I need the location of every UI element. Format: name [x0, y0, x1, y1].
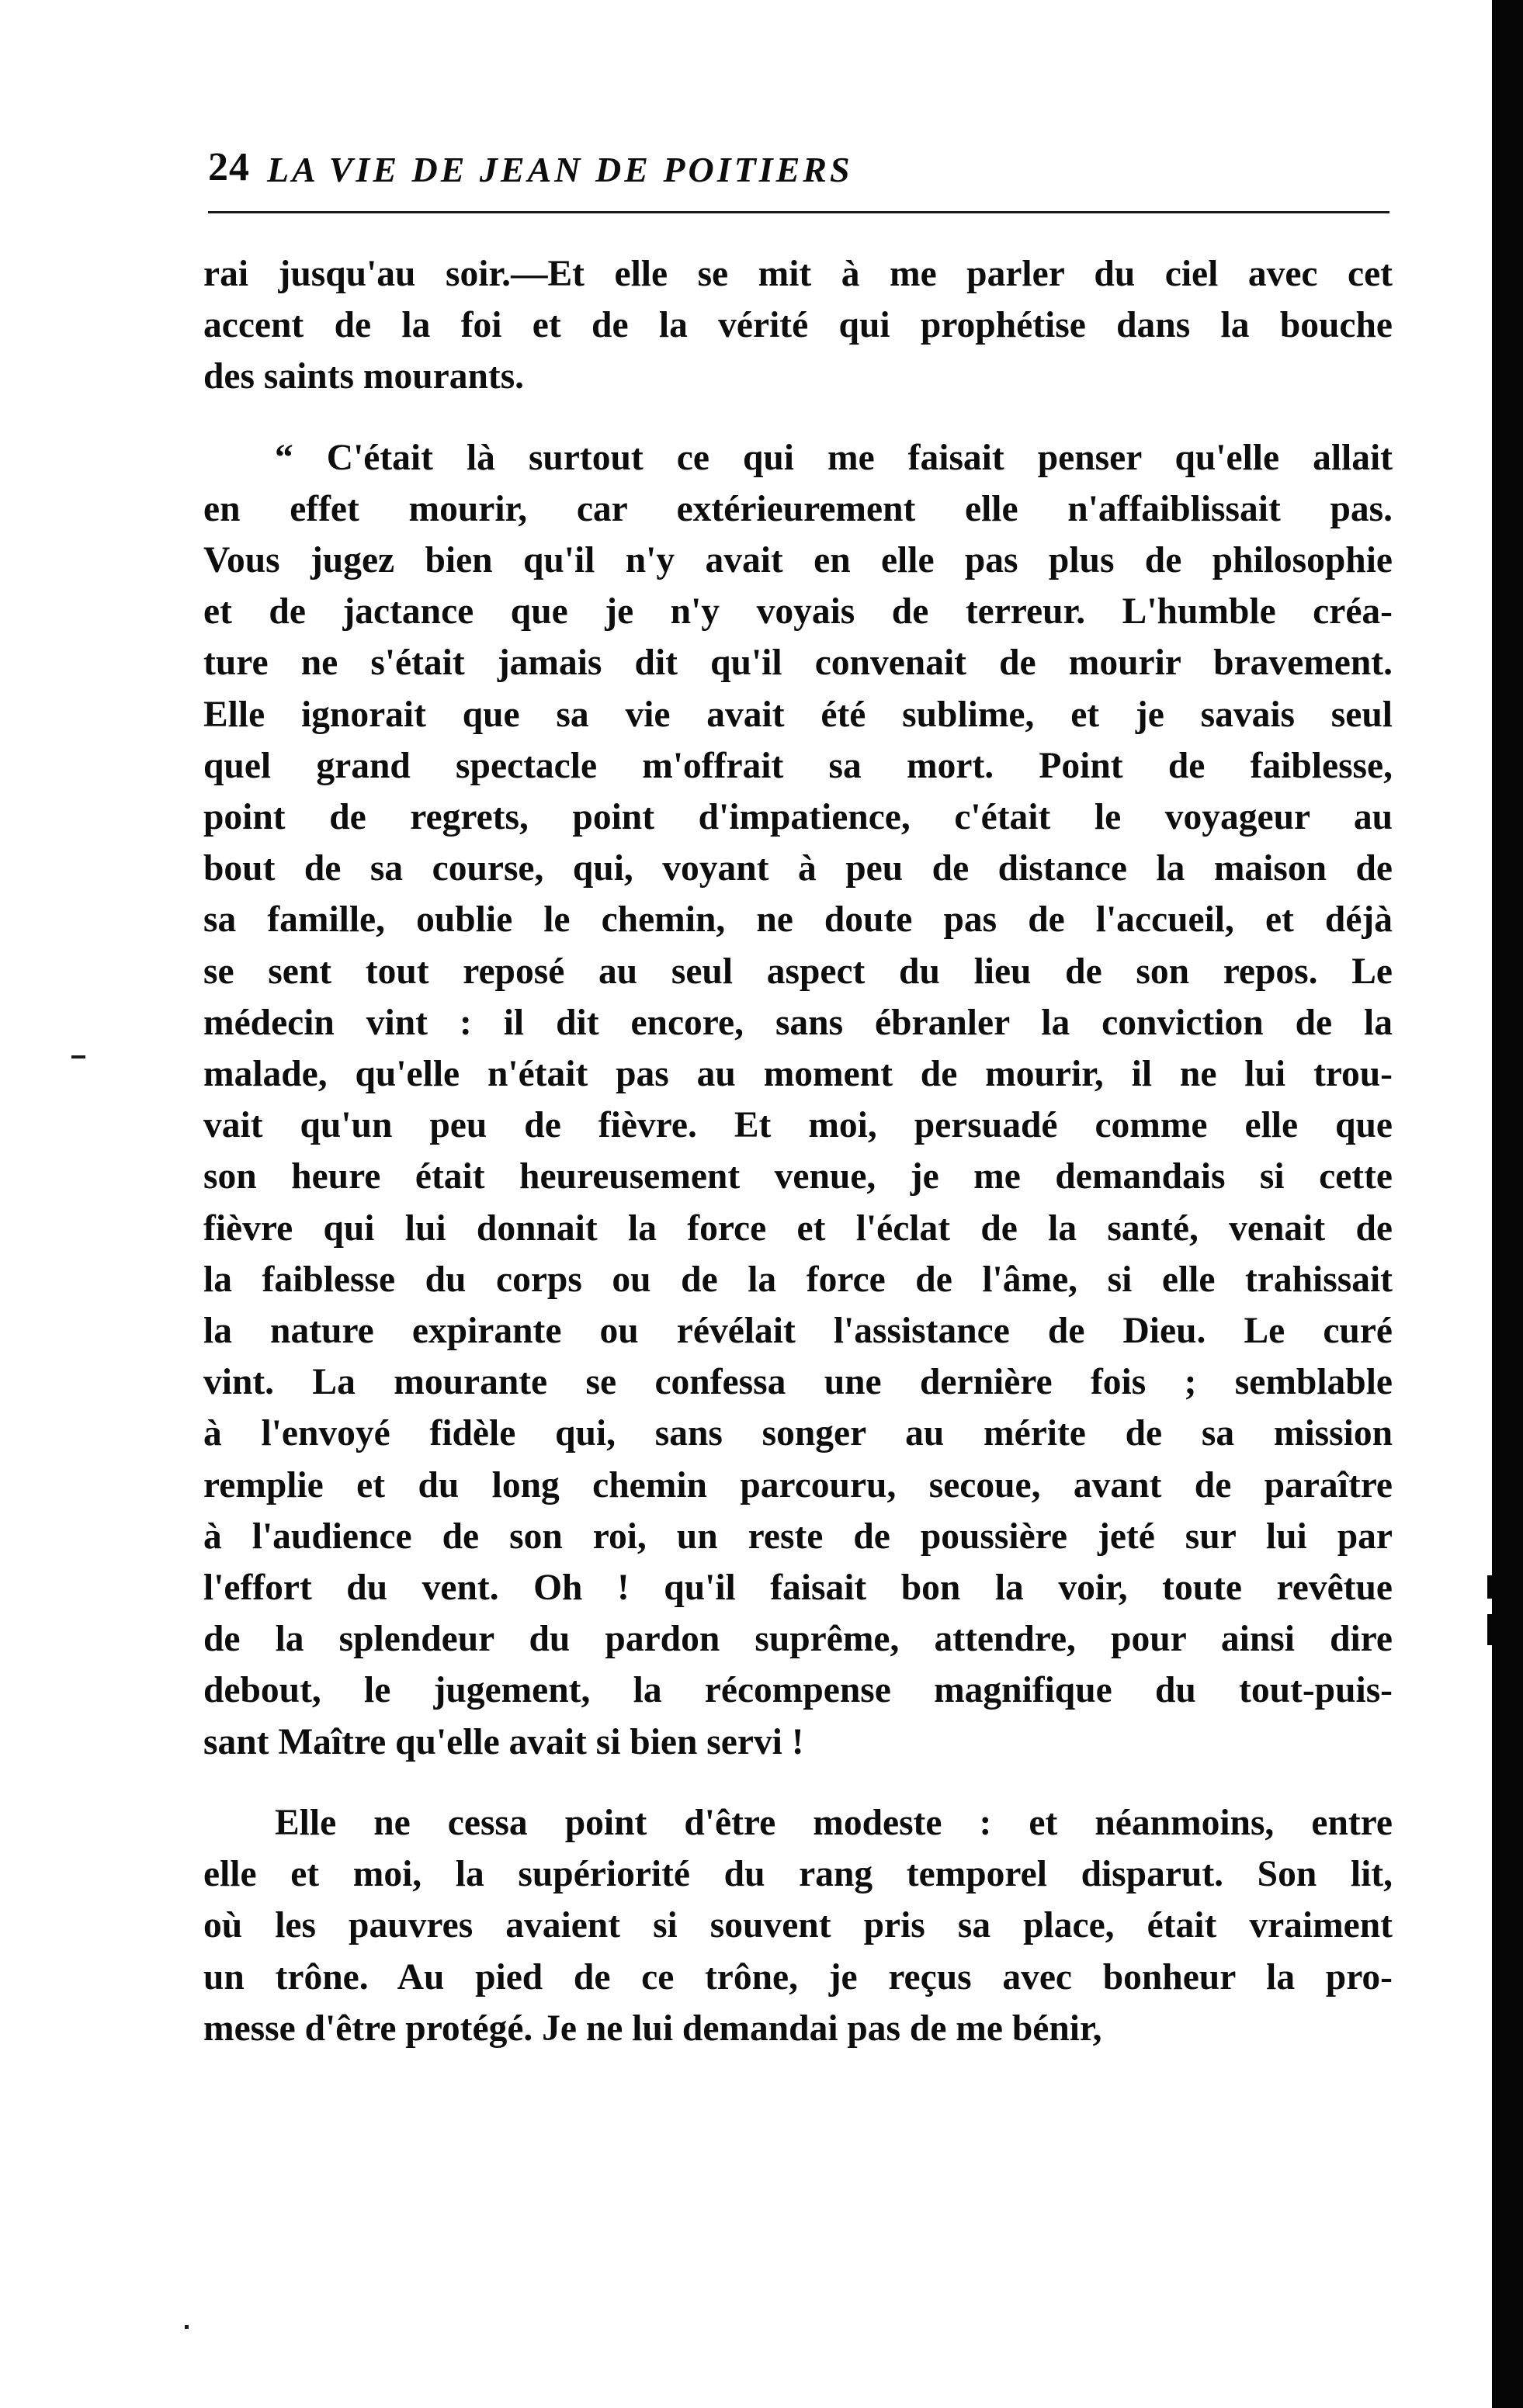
margin-mark [71, 1055, 85, 1058]
text-line: Vous jugez bien qu'il n'y avait en elle pas plus de philosophie [203, 540, 1393, 581]
text-line: se sent tout reposé au seul aspect du lieu de son repos. Le [203, 951, 1393, 992]
text-line: la faiblesse du corps ou de la force de l'âme, si elle trahissait [203, 1259, 1393, 1300]
text-line: sa famille, oublie le chemin, ne doute pas de l'accueil, et déjà [203, 899, 1393, 941]
paragraph [203, 432, 1393, 1768]
text-line: où les pauvres avaient si souvent pris sa place, était vraiment [203, 1905, 1393, 1946]
text-line: messe d'être protégé. Je ne lui demandai pas de me bénir, [203, 2008, 1102, 2049]
scan-edge-notch [1487, 1614, 1492, 1645]
text-line: des saints mourants. [203, 356, 525, 397]
text-line: Elle ignorait que sa vie avait été sublime, et je savais seul [203, 694, 1393, 735]
text-line: quel grand spectacle m'offrait sa mort. Point de faiblesse, [203, 745, 1393, 786]
text-line: un trône. Au pied de ce trône, je reçus avec bonheur la pro- [203, 1956, 1393, 1997]
page-number: 24 [208, 145, 250, 189]
text-line: l'effort du vent. Oh ! qu'il faisait bon la voir, toute revêtue [203, 1568, 1393, 1609]
paragraph [203, 248, 1393, 403]
page-header [208, 133, 1389, 188]
text-line: son heure était heureusement venue, je me demandais si cette [203, 1156, 1393, 1197]
text-line: accent de la foi et de la vérité qui prophétise dans la bouche [203, 305, 1393, 346]
scan-edge-notch [1487, 1575, 1492, 1599]
text-line: médecin vint : il dit encore, sans ébranler la conviction de la [203, 1002, 1393, 1043]
text-line: sant Maître qu'elle avait si bien servi ! [203, 1721, 804, 1762]
text-line: malade, qu'elle n'était pas au moment de mourir, il ne lui trou- [203, 1054, 1393, 1095]
text-line: bout de sa course, qui, voyant à peu de distance la maison de [203, 848, 1393, 889]
text-line: vait qu'un peu de fièvre. Et moi, persuadé comme elle que [203, 1105, 1393, 1146]
text-line: rai jusqu'au soir.—Et elle se mit à me parler du ciel avec cet [203, 254, 1393, 294]
text-line: Elle ne cessa point d'être modeste : et néanmoins, entre [275, 1802, 1393, 1843]
text-line: et de jactance que je n'y voyais de terreur. L'humble créa- [203, 591, 1393, 632]
text-line: à l'envoyé fidèle qui, sans songer au mérite de sa mission [203, 1413, 1393, 1454]
header-rule [208, 211, 1389, 213]
text-line: fièvre qui lui donnait la force et l'éclat de la santé, venait de [203, 1207, 1393, 1249]
paragraph [203, 1797, 1393, 2054]
running-title: LA VIE DE JEAN DE POITIERS [267, 150, 853, 189]
text-line: remplie et du long chemin parcouru, secoue, avant de paraître [203, 1464, 1393, 1505]
scan-edge [1492, 0, 1523, 2408]
text-line: en effet mourir, car extérieurement elle n'affaiblissait pas. [203, 488, 1393, 529]
text-line: ture ne s'était jamais dit qu'il convenait de mourir bravement. [203, 643, 1393, 684]
text-line: à l'audience de son roi, un reste de poussière jeté sur lui par [203, 1516, 1393, 1557]
text-line: la nature expirante ou révélait l'assistance de Dieu. Le curé [203, 1311, 1393, 1352]
margin-mark [185, 2325, 189, 2329]
text-line: “ C'était là surtout ce qui me faisait penser qu'elle allait [275, 437, 1393, 478]
text-line: vint. La mourante se confessa une dernière fois ; semblable [203, 1362, 1393, 1403]
text-line: elle et moi, la supériorité du rang temporel disparut. Son lit, [203, 1854, 1393, 1895]
text-line: debout, le jugement, la récompense magnifique du tout-puis- [203, 1670, 1393, 1711]
text-line: de la splendeur du pardon suprême, attendre, pour ainsi dire [203, 1619, 1393, 1660]
text-line: point de regrets, point d'impatience, c'était le voyageur au [203, 797, 1393, 838]
body-text [203, 248, 1393, 2054]
